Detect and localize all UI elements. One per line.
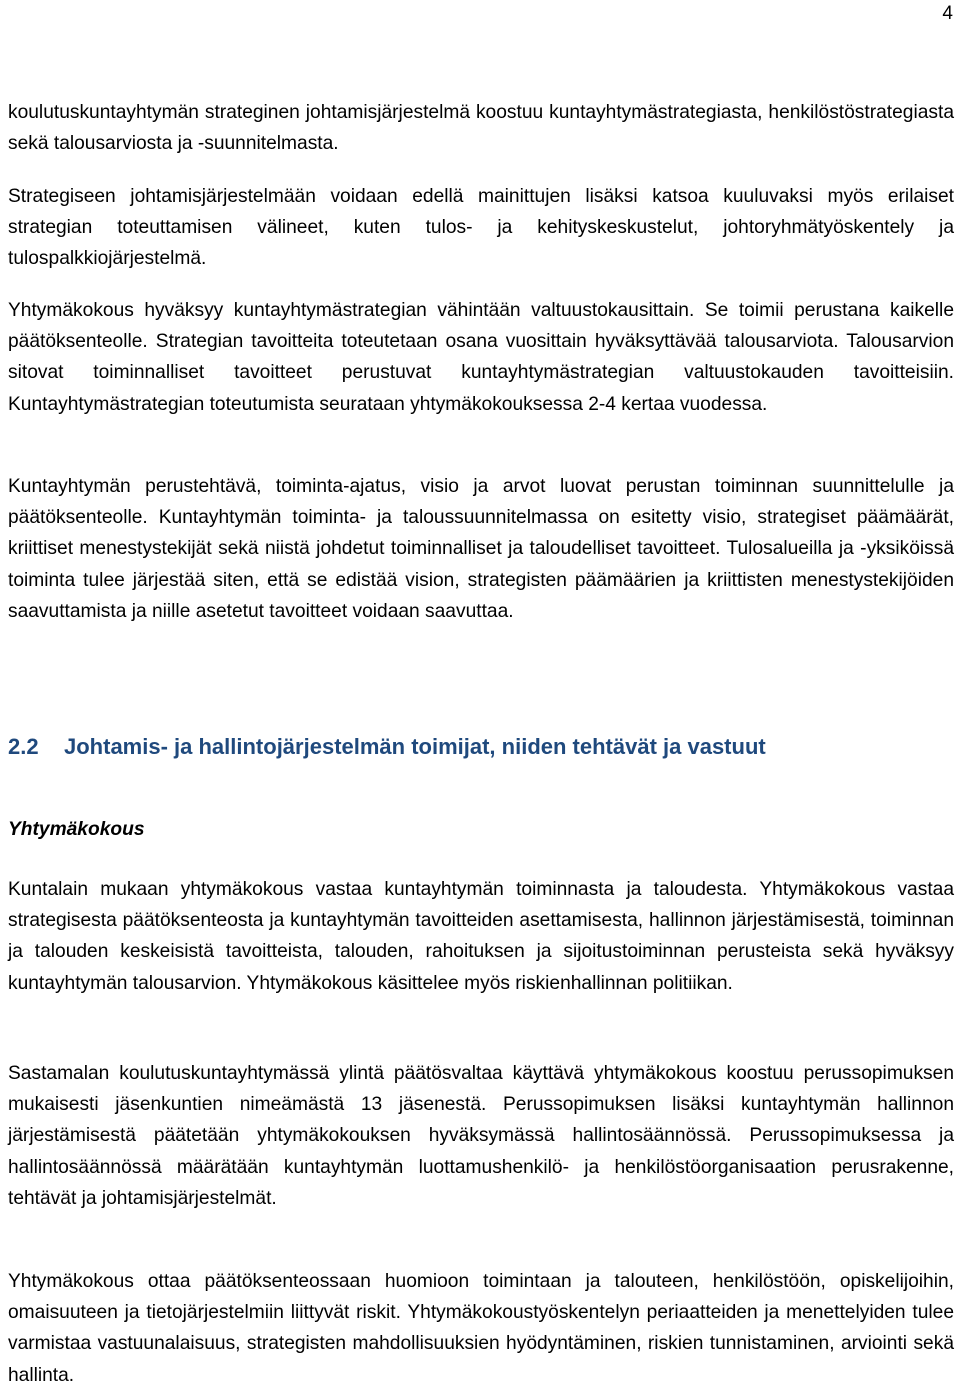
page-number: 4 — [942, 3, 953, 24]
paragraph-sastamala-assembly: Sastamalan koulutuskuntayhtymässä ylintä päätösvaltaa käyttävä yhtymäkokous koostuu perussopimuksen mukaisesti jäsenkuntien nimeämästä 13 jäsenestä. Perussopimuksen lisäksi kuntayhtymän hallinnon järjestämisestä päätetään yhtymäkokouksen hyväksymässä hallintosäännössä. Perussopimuksessa ja hallintosäännössä määrätään kuntayhtymän luottamushenkilö- ja henkilöstöorganisaation perusrakenne, tehtävät ja johtamisjärjestelmät. — [8, 1063, 954, 1209]
section-title: Johtamis- ja hallintojärjestelmän toimijat, niiden tehtävät ja vastuut — [64, 734, 766, 759]
paragraph-strategic-system: Strategiseen johtamisjärjestelmään voidaan edellä mainittujen lisäksi katsoa kuuluvaksi myös erilaiset strategian toteuttamisen välineet, kuten tulos- ja kehityskeskustelut, johtoryhmätyöskentely ja tulospalkkiojärjestelmä. — [8, 186, 954, 270]
paragraph-strategy-approval: Yhtymäkokous hyväksyy kuntayhtymästrategian vähintään valtuustokausittain. Se toimii perustana kaikelle päätöksenteolle. Strategian tavoitteita toteutetaan osana vuosittain hyväksyttävää talousarviota. Talousarvion sitovat toiminnalliset tavoitteet perustuvat kuntayhtymästrategian valtuustokauden tavoitteisiin. Kuntayhtymästrategian toteutumista seurataan yhtymäkokouksessa 2-4 kertaa vuodessa. — [8, 300, 954, 415]
paragraph-intro: koulutuskuntayhtymän strateginen johtamisjärjestelmä koostuu kuntayhtymästrategiasta, henkilöstöstrategiasta sekä talousarviosta ja -suunnitelmasta. — [8, 102, 954, 155]
subsection-heading: Yhtymäkokous — [8, 819, 145, 840]
section-number: 2.2 — [8, 734, 39, 759]
paragraph-risk-management: Yhtymäkokous ottaa päätöksenteossaan huomioon toimintaan ja talouteen, henkilöstöön, opiskelijoihin, omaisuuteen ja tietojärjestelmiin liittyvät riskit. Yhtymäkokoustyöskentelyn periaatteiden ja menettelyiden tulee varmistaa vastuunalaisuus, strategisten mahdollisuuksien hyödyntäminen, riskien tunnistaminen, arviointi sekä hallinta. — [8, 1271, 954, 1386]
paragraph-mission-vision: Kuntayhtymän perustehtävä, toiminta-ajatus, visio ja arvot luovat perustan toiminnan suunnittelulle ja päätöksenteolle. Kuntayhtymän toiminta- ja taloussuunnitelmassa on esitetty visio, strategiset päämäärät, kriittiset menestystekijät sekä niistä johdetut toiminnalliset ja taloudelliset tavoitteet. Tulosalueilla ja -yksiköissä toiminta tulee järjestää siten, että se edistää vision, strategisten päämäärien ja kriittisten menestystekijöiden saavuttamista ja niille asetetut tavoitteet voidaan saavuttaa. — [8, 476, 954, 622]
paragraph-municipal-law: Kuntalain mukaan yhtymäkokous vastaa kuntayhtymän toiminnasta ja taloudesta. Yhtymäkokous vastaa strategisesta päätöksenteosta ja kuntayhtymän tavoitteiden asettamisesta, hallinnon järjestämisestä, toiminnan ja talouden keskeisistä tavoitteista, talouden, rahoituksen ja sijoitustoiminnan perusteista sekä hyväksyy kuntayhtymän talousarvion. Yhtymäkokous käsittelee myös riskienhallinnan politiikan. — [8, 879, 954, 994]
section-heading — [8, 730, 766, 764]
